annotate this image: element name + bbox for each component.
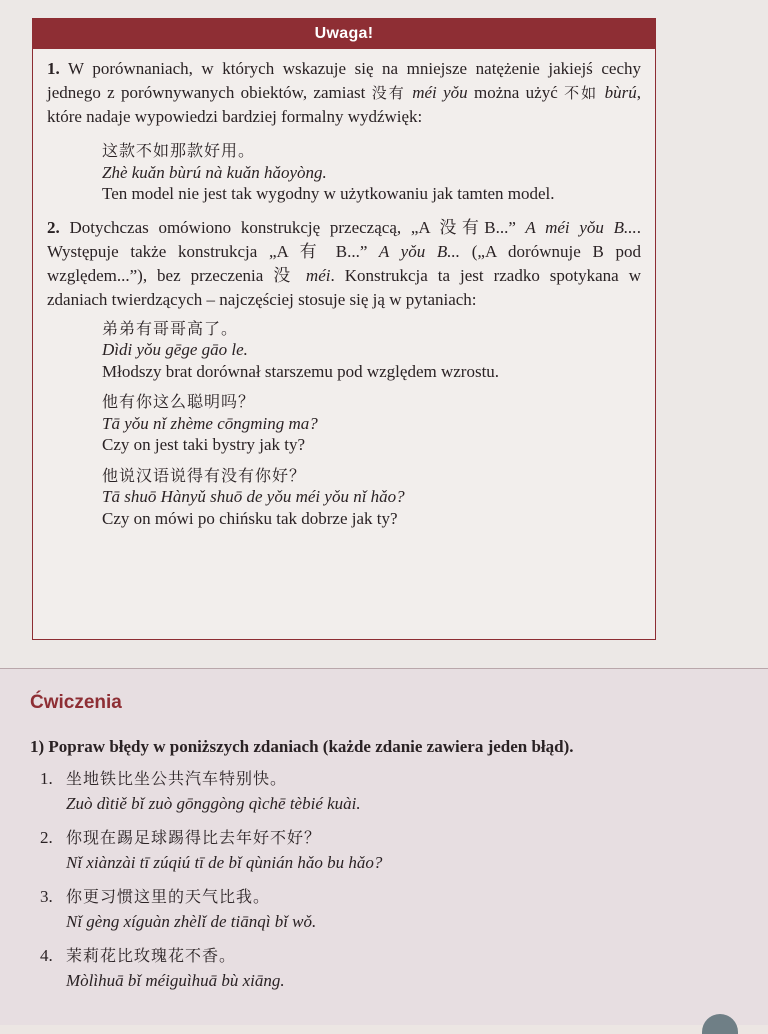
note-paragraph-2: 2. Dotychczas omówiono konstrukcję przeczącą, „A 没有B...” A méi yǒu B.... Występuje także konstrukcja „A 有 B...” A yǒu B... („A dorównuje B pod względem...”), bez przeczenia 没 méi. Konstrukcja ta jest rzadko spotykana w zdaniach twierdzących – najczęściej stosuje się ją w pytaniach: <box>47 217 642 309</box>
note-example-3 <box>102 391 641 456</box>
exercise-instruction: 1) Popraw błędy w poniższych zdaniach (każde zdanie zawiera jeden błąd). <box>30 737 574 756</box>
note-title: Uwaga! <box>33 19 655 49</box>
example-translation: Czy on mówi po chińsku tak dobrze jak ty? <box>102 508 398 528</box>
example-pinyin: Tā shuō Hànyǔ shuō de yǒu méi yǒu nǐ hǎo? <box>102 487 405 506</box>
example-pinyin: Zhè kuǎn bùrú nà kuǎn hǎoyòng. <box>102 162 327 182</box>
example-chinese: 弟弟有哥哥高了。 <box>102 318 239 338</box>
note-example-2 <box>102 318 641 383</box>
note-box <box>32 18 656 640</box>
list-item: 2. 你现在踢足球踢得比去年好不好？ Nǐ xiànzài tī zúqiú tī de bǐ qùnián hǎo bu hǎo? <box>40 828 383 872</box>
list-item: 3. 你更习惯这里的天气比我。 Nǐ gèng xíguàn zhèlǐ de tiānqì bǐ wǒ. <box>40 887 317 931</box>
note-example-1 <box>102 140 641 205</box>
example-chinese: 这款不如那款好用。 <box>102 141 256 160</box>
example-translation: Ten model nie jest tak wygodny w użytkowaniu jak tamten model. <box>102 184 555 203</box>
exercises-title: Ćwiczenia <box>30 692 122 713</box>
example-chinese: 他有你这么聪明吗？ <box>102 392 256 411</box>
list-item: 1. 坐地铁比坐公共汽车特别快。 Zuò dìtiě bǐ zuò gōnggòng qìchē tèbié kuài. <box>40 769 361 813</box>
example-chinese: 他说汉语说得有没有你好？ <box>102 465 307 485</box>
exercise-list <box>40 766 700 1002</box>
note-paragraph-1: 1. W porównaniach, w których wskazuje się na mniejsze natężenie jakiejś cechy jednego z porównywanych obiektów, zamiast 没有 méi yǒu można użyć 不如 bùrú, które nadaje wypowiedzi bardziej formalny wydźwięk: <box>47 59 641 126</box>
note-example-4 <box>102 465 641 530</box>
example-translation: Czy on jest taki bystry jak ty? <box>102 435 306 454</box>
example-pinyin: Tā yǒu nǐ zhème cōngming ma? <box>102 413 318 433</box>
example-pinyin: Dìdi yǒu gēge gāo le. <box>102 340 248 359</box>
list-item: 4. 茉莉花比玫瑰花不香。 Mòlìhuā bǐ méiguìhuā bù xiāng. <box>40 946 285 990</box>
example-translation: Młodszy brat dorównał starszemu pod względem wzrostu. <box>102 361 500 381</box>
note-body <box>33 49 655 529</box>
